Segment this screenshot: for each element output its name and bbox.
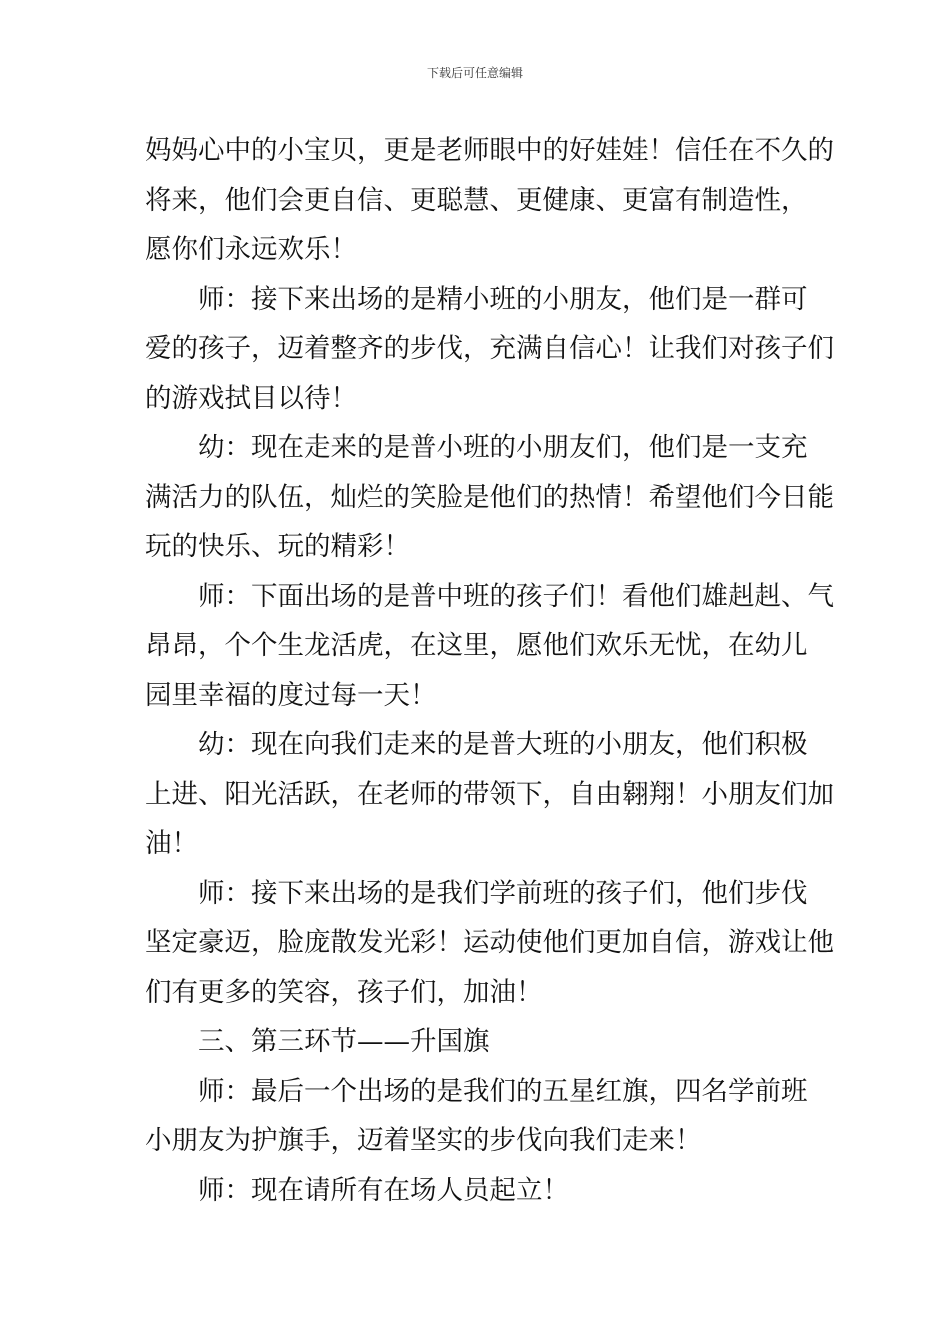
document-body — [145, 126, 834, 1215]
text-line: 们有更多的笑容，孩子们，加油！ — [145, 976, 543, 1008]
paragraph-start-line: 师：接下来出场的是我们学前班的孩子们，他们步伐 — [198, 877, 808, 909]
paragraph-start-line: 幼：现在走来的是普小班的小朋友们，他们是一支充 — [198, 432, 808, 463]
text-line: 上进、阳光活跃，在老师的带领下，自由翱翔！小朋友们加 — [145, 778, 834, 810]
text-line: 玩的快乐、玩的精彩！ — [145, 531, 410, 562]
section-heading: 三、第三环节——升国旗 — [198, 1026, 490, 1057]
text-line: 将来，他们会更自信、更聪慧、更健康、更富有制造性， — [145, 184, 808, 216]
text-line: 满活力的队伍，灿烂的笑脸是他们的热情！希望他们今日能 — [145, 481, 834, 513]
text-line: 爱的孩子，迈着整齐的步伐，充满自信心！让我们对孩子们 — [145, 333, 834, 364]
paragraph-start-line: 幼：现在向我们走来的是普大班的小朋友，他们积极 — [198, 729, 808, 760]
paragraph-start-line: 师：接下来出场的是精小班的小朋友，他们是一群可 — [198, 283, 808, 315]
text-line: 的游戏拭目以待！ — [145, 382, 357, 414]
page-header: 下载后可任意编辑 — [426, 66, 523, 80]
text-line: 坚定豪迈，脸庞散发光彩！运动使他们更加自信，游戏让他 — [145, 927, 834, 958]
text-line: 小朋友为护旗手，迈着坚实的步伐向我们走来！ — [145, 1125, 702, 1156]
text-line: 园里幸福的度过每一天！ — [145, 679, 437, 711]
text-line: 油！ — [145, 828, 198, 859]
paragraph-start-line: 师：现在请所有在场人员起立！ — [198, 1174, 569, 1206]
text-line: 愿你们永远欢乐！ — [145, 234, 357, 265]
text-line: 昂昂，个个生龙活虎，在这里，愿他们欢乐无忧，在幼儿 — [145, 630, 808, 661]
paragraph-start-line: 师：最后一个出场的是我们的五星红旗，四名学前班 — [198, 1075, 808, 1107]
text-line: 妈妈心中的小宝贝，更是老师眼中的好娃娃！信任在不久的 — [145, 135, 834, 166]
paragraph-start-line: 师：下面出场的是普中班的孩子们！看他们雄赳赳、气 — [198, 580, 834, 612]
